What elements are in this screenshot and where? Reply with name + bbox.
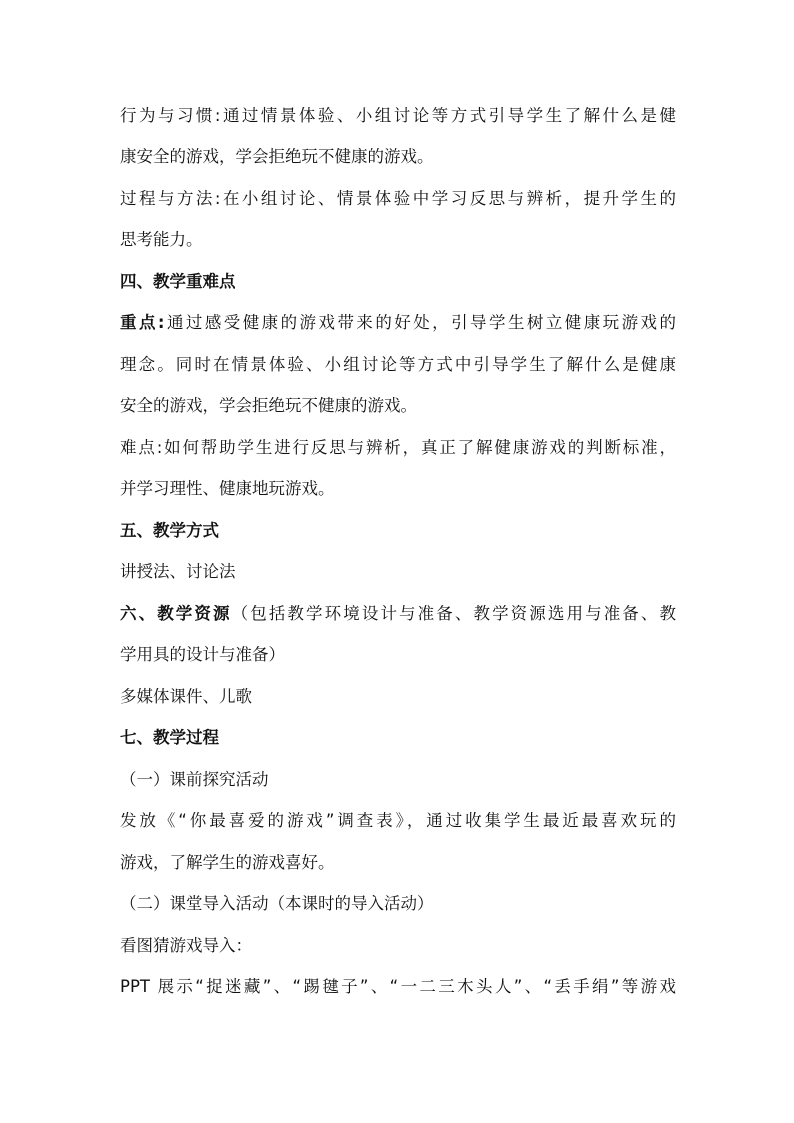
- section-6-line-1: [120, 594, 676, 634]
- section-6-text: 多媒体课件、儿歌: [120, 687, 252, 706]
- difficult-point-text: 如何帮助学生进行反思与辨析，真正了解健康游戏的判断标准，: [162, 438, 677, 457]
- behavior-text: 通过情景体验、小组讨论等方式引导学生了解什么是健: [220, 106, 677, 125]
- behavior-line-1: [120, 96, 676, 136]
- section-5-text: 讲授法、讨论法: [120, 562, 236, 581]
- section-5-heading: 五、教学方式: [120, 521, 219, 540]
- key-point-label: 重点:: [120, 313, 165, 332]
- subsection-2-line-2: PPT 展示“捉迷藏”、“踢毽子”、“一二三木头人”、“丢手绢”等游戏: [120, 977, 676, 996]
- process-line-1: [120, 179, 676, 219]
- section-7-heading: 七、教学过程: [120, 728, 219, 747]
- subsection-1-title: （一）课前探究活动: [120, 770, 269, 789]
- key-point-line-1: [120, 303, 676, 343]
- process-label: 过程与方法:: [120, 189, 221, 208]
- section-4-heading: 四、教学重难点: [120, 272, 236, 291]
- behavior-line-2: 康安全的游戏，学会拒绝玩不健康的游戏。: [120, 147, 434, 166]
- behavior-label: 行为与习惯:: [120, 106, 221, 125]
- section-6-heading: 六、教学资源: [120, 604, 232, 623]
- difficult-point-label: 难点:: [120, 438, 163, 457]
- subsection-1-line-2: 游戏，了解学生的游戏喜好。: [120, 853, 335, 872]
- section-6-line-2: 学用具的设计与准备）: [120, 645, 285, 664]
- key-point-text: 通过感受健康的游戏带来的好处，引导学生树立健康玩游戏的: [164, 313, 677, 332]
- key-point-line-2: 理念。同时在情景体验、小组讨论等方式中引导学生了解什么是健康: [120, 355, 676, 374]
- process-text: 在小组讨论、情景体验中学习反思与辨析，提升学生的: [220, 189, 677, 208]
- subsection-1-line-1: 发放《“你最喜爱的游戏”调查表》，通过收集学生最近最喜欢玩的: [120, 811, 676, 830]
- process-line-2: 思考能力。: [120, 230, 203, 249]
- difficult-point-line-2: 并学习理性、健康地玩游戏。: [120, 479, 335, 498]
- subsection-2-line-1: 看图猜游戏导入：: [120, 936, 252, 955]
- section-6-note: （包括教学环境设计与准备、教学资源选用与准备、教: [231, 604, 677, 623]
- difficult-point-line-1: [120, 428, 676, 468]
- key-point-line-3: 安全的游戏，学会拒绝玩不健康的游戏。: [120, 396, 417, 415]
- subsection-2-title: （二）课堂导入活动（本课时的导入活动）: [120, 894, 434, 913]
